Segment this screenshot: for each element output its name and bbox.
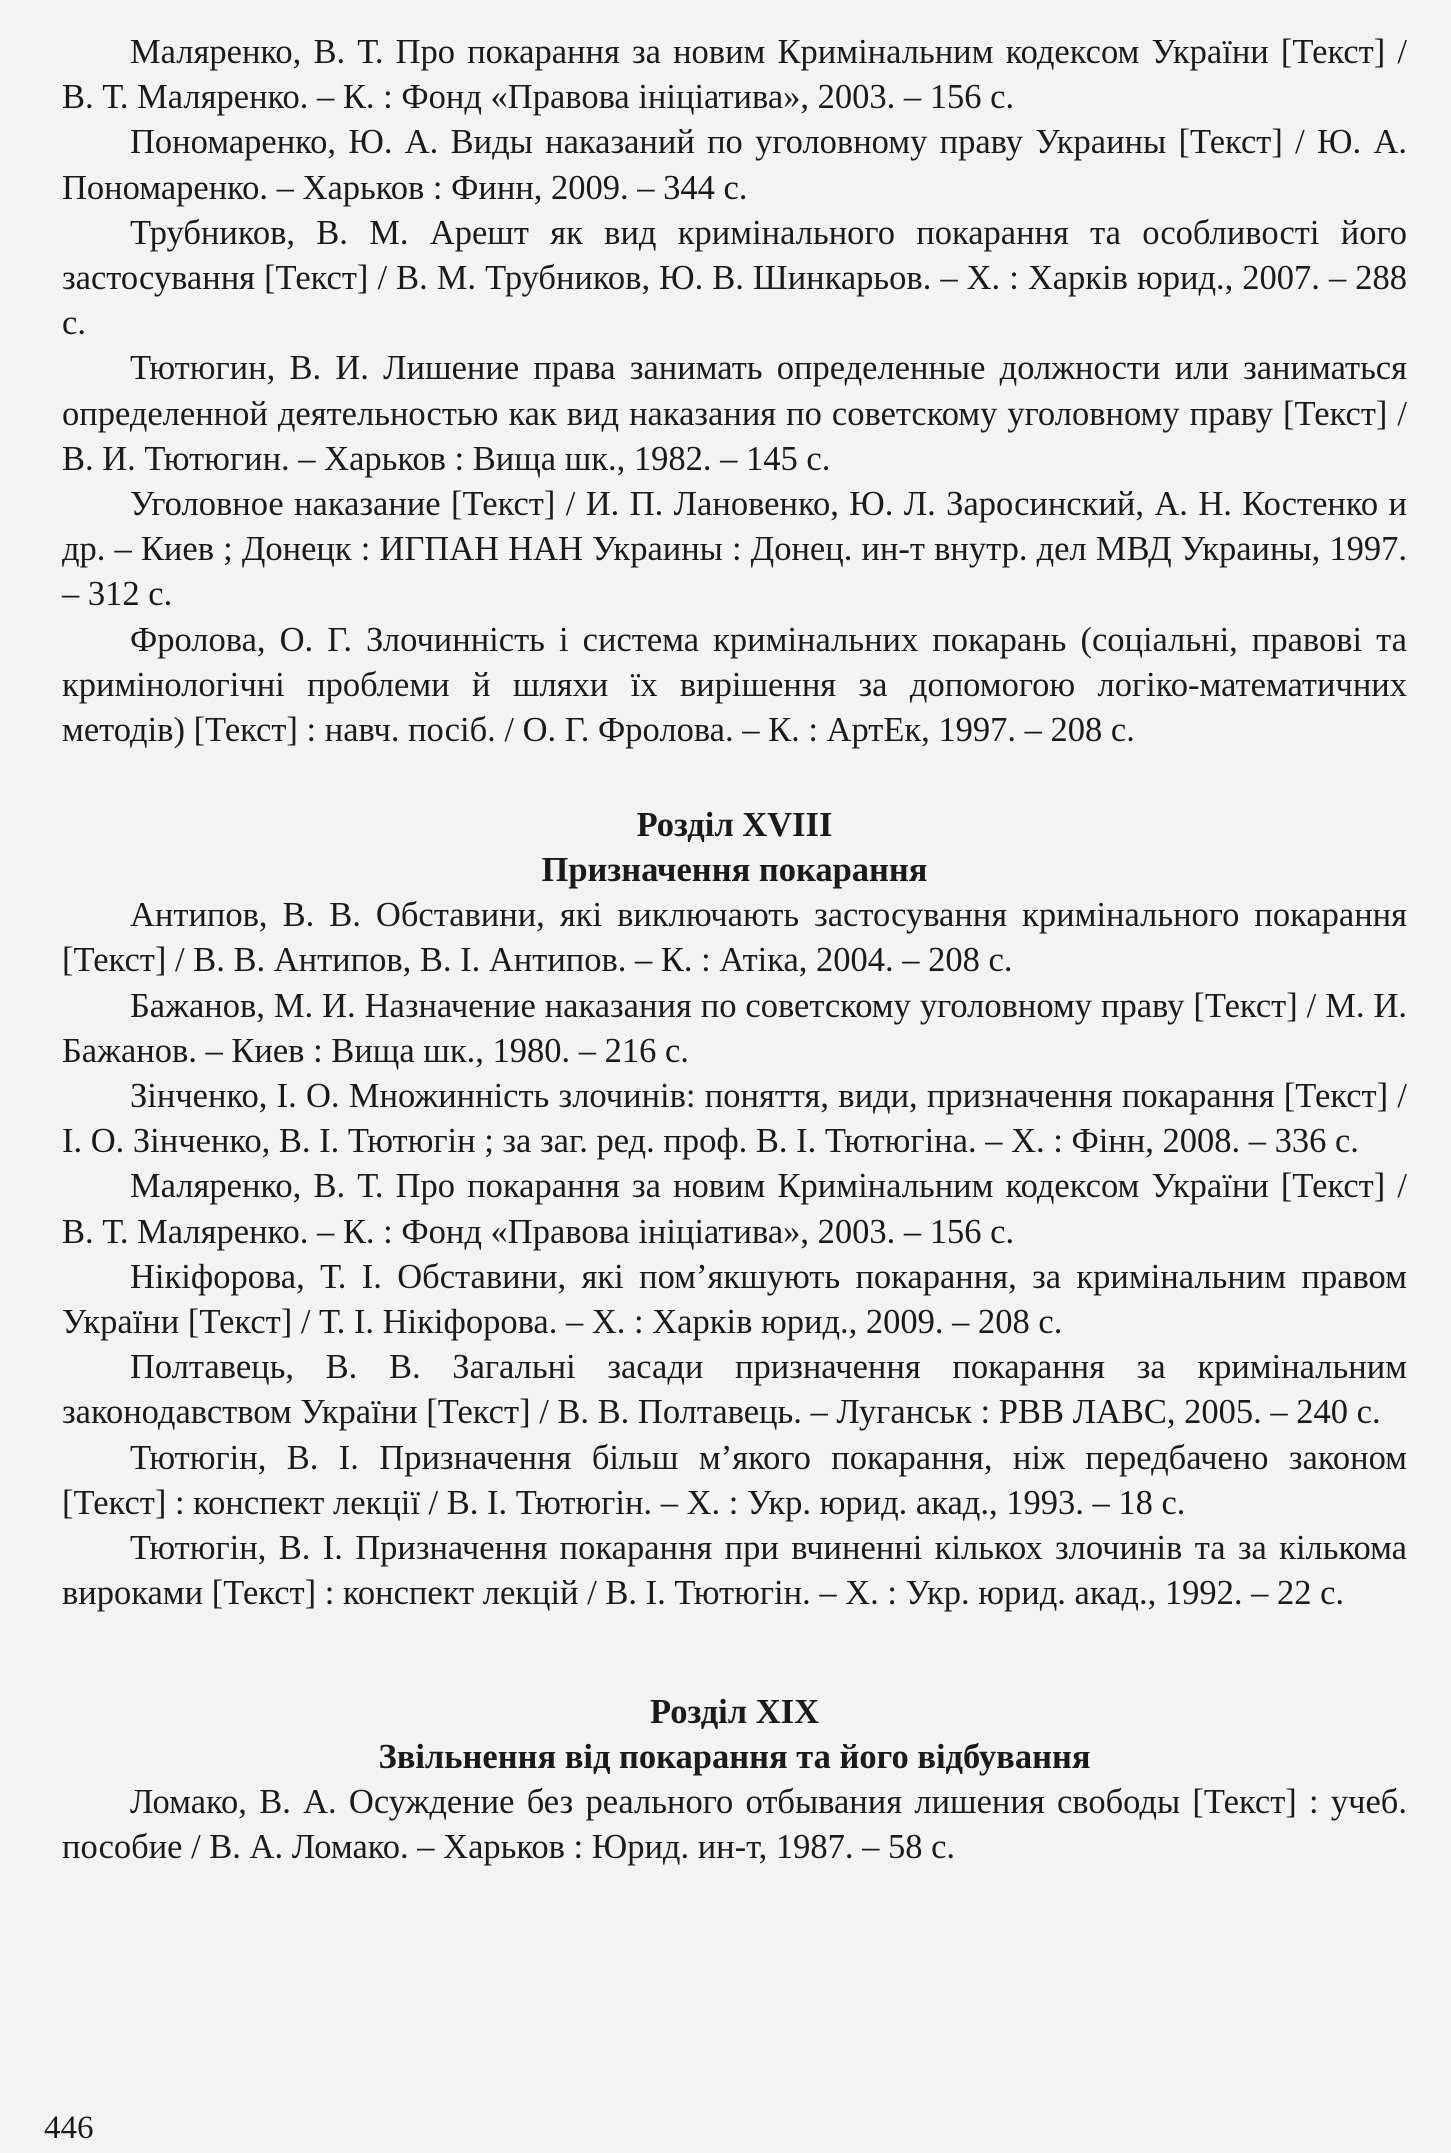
bibliography-entry: Трубников, В. М. Арешт як вид кримінального покарання та особливості його застосування [Текст] / В. М. Трубников, Ю. В. Шинкарьов. – Х. : Харків юрид., 2007. – 288 с. [62,213,1407,343]
book-page [62,30,1407,1870]
bibliography-list-intro [62,30,1407,753]
bibliography-entry: Тютюгин, В. И. Лишение права занимать определенные должности или заниматься определенной деятельностью как вид наказания по советскому уголовному праву [Текст] / В. И. Тютюгин. – Харьков : Вища шк., 1982. – 145 с. [62,349,1407,478]
bibliography-entry: Маляренко, В. Т. Про покарання за новим Кримінальним кодексом України [Текст] / В. Т. Маляренко. – К. : Фонд «Правова ініціатива», 2003. – 156 с. [62,33,1407,117]
bibliography-entry: Тютюгін, В. І. Призначення більш м’якого покарання, ніж передбачено законом [Текст] : конспект лекції / В. І. Тютюгін. – Х. : Укр. юрид. акад., 1993. – 18 с. [62,1438,1407,1522]
section-18 [62,803,1407,1616]
bibliography-entry: Антипов, В. В. Обставини, які виключають застосування кримінального покарання [Текст] / В. В. Антипов, В. І. Антипов. – К. : Атіка, 2004. – 208 с. [62,896,1407,980]
section-number: Розділ XVIII [636,806,833,845]
bibliography-entry: Уголовное наказание [Текст] / И. П. Лановенко, Ю. Л. Заросинский, А. Н. Костенко и др. – Киев ; Донецк : ИГПАН НАН Украины : Донец. ин-т внутр. дел МВД Украины, 1997. – 312 с. [62,485,1407,614]
bibliography-entry: Полтавець, В. В. Загальні засади призначення покарання за кримінальним законодавством України [Текст] / В. В. Полтавець. – Луганськ : РВВ ЛАВС, 2005. – 240 с. [62,1348,1407,1432]
bibliography-entry: Нікіфорова, Т. І. Обставини, які пом’якшують покарання, за кримінальним правом України [Текст] / Т. І. Нікіфорова. – Х. : Харків юрид., 2009. – 208 с. [62,1257,1407,1342]
bibliography-entry: Зінченко, І. О. Множинність злочинів: поняття, види, призначення покарання [Текст] / І. О. Зінченко, В. І. Тютюгін ; за заг. ред. проф. В. І. Тютюгіна. – Х. : Фінн, 2008. – 336 с. [62,1077,1407,1161]
page-number: 446 [44,2110,94,2146]
bibliography-entry: Пономаренко, Ю. А. Виды наказаний по уголовному праву Украины [Текст] / Ю. А. Пономаренко. – Харьков : Финн, 2009. – 344 с. [62,123,1407,207]
bibliography-entry: Тютюгін, В. І. Призначення покарання при вчиненні кількох злочинів та за кількома вироками [Текст] : конспект лекцій / В. І. Тютюгін. – Х. : Укр. юрид. акад., 1992. – 22 с. [62,1529,1407,1613]
section-19 [62,1690,1407,1870]
section-title: Звільнення від покарання та його відбування [378,1737,1091,1776]
section-number: Розділ XIX [650,1692,819,1731]
bibliography-entry: Бажанов, М. И. Назначение наказания по советскому уголовному праву [Текст] / М. И. Бажанов. – Киев : Вища шк., 1980. – 216 с. [62,986,1407,1070]
section-title: Призначення покарання [541,851,928,890]
bibliography-entry: Ломако, В. А. Осуждение без реального отбывания лишения свободы [Текст] : учеб. пособие / В. А. Ломако. – Харьков : Юрид. ин-т, 1987. – 58 с. [62,1782,1407,1866]
bibliography-entry: Маляренко, В. Т. Про покарання за новим Кримінальним кодексом України [Текст] / В. Т. Маляренко. – К. : Фонд «Правова ініціатива», 2003. – 156 с. [62,1167,1407,1251]
bibliography-entry: Фролова, О. Г. Злочинність і система кримінальних покарань (соціальні, правові та кримінологічні проблеми й шляхи їх вирішення за допомогою логіко-математичних методів) [Текст] : навч. посіб. / О. Г. Фролова. – К. : АртЕк, 1997. – 208 с. [62,620,1407,750]
